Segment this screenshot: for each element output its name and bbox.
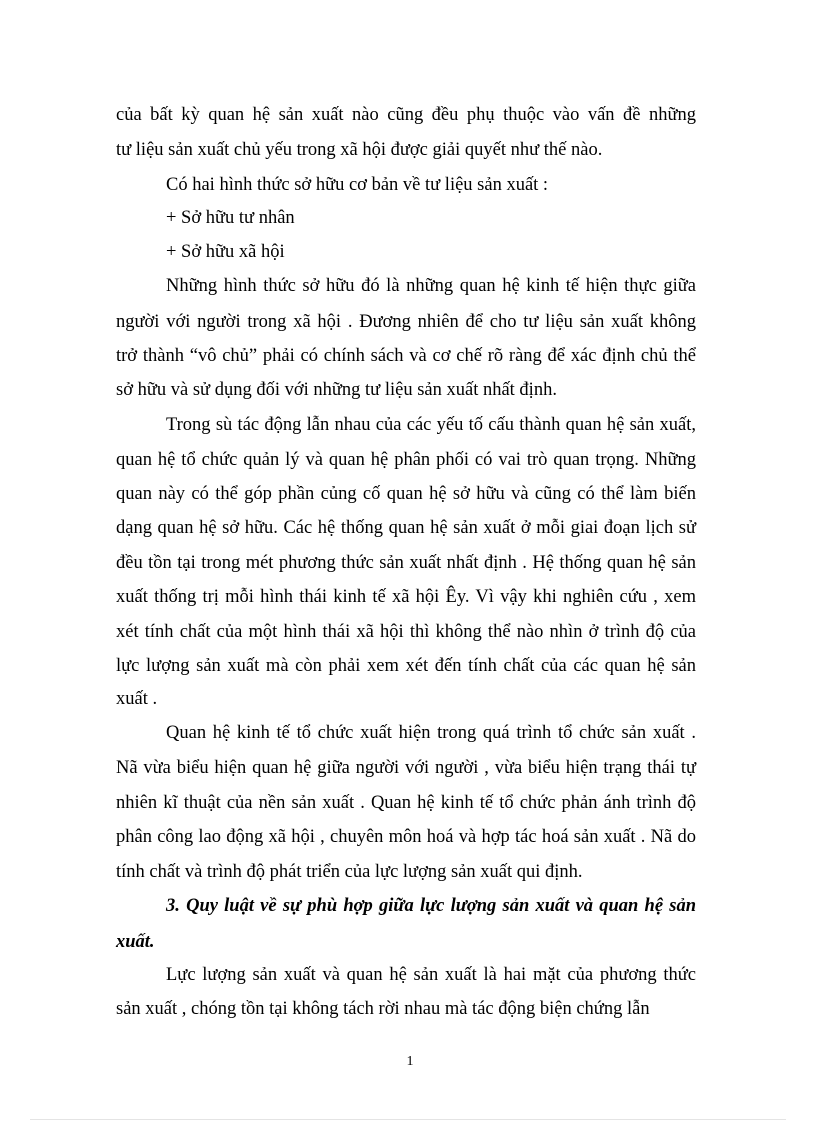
text-line: Quan hệ kinh tế tổ chức xuất hiện trong quá trình tổ chức sản xuất . [166,723,696,743]
text-line: lực lượng sản xuất mà còn phải xem xét đến tính chất của các quan hệ sản [116,656,696,676]
text-line: trở thành “vô chủ” phải có chính sách và cơ chế rõ ràng để xác định chủ thể [116,346,696,366]
section-heading-continuation: xuất. [116,932,155,952]
text-line: phân công lao động xã hội , chuyên môn hoá và hợp tác hoá sản xuất . Nã do [116,827,696,847]
text-line: Những hình thức sở hữu đó là những quan hệ kinh tế hiện thực giữa [166,276,696,296]
text-line: quan hệ tổ chức quản lý và quan hệ phân phối có vai trò quan trọng. Những [116,450,696,470]
text-line: sở hữu và sử dụng đối với những tư liệu sản xuất nhất định. [116,380,557,400]
text-line: sản xuất , chóng tồn tại không tách rời nhau mà tác động biện chứng lẫn [116,999,650,1019]
text-line: người với người trong xã hội . Đương nhiên để cho tư liệu sản xuất không [116,312,696,332]
text-line: Có hai hình thức sở hữu cơ bản về tư liệu sản xuất : [166,175,549,195]
list-item-private-ownership: + Sở hữu tư nhân [166,208,295,228]
list-item-social-ownership: + Sở hữu xã hội [166,242,285,262]
page-number: 1 [406,1054,414,1069]
text-line: xét tính chất của một hình thái xã hội thì không thể nào nhìn ở trình độ của [116,622,696,642]
text-line: Nã vừa biểu hiện quan hệ giữa người với người , vừa biểu hiện trạng thái tự [116,758,696,778]
text-line: đều tồn tại trong mét phương thức sản xuất nhất định . Hệ thống quan hệ sản [116,553,696,573]
section-heading: 3. Quy luật về sự phù hợp giữa lực lượng sản xuất và quan hệ sản [166,896,696,916]
text-line: xuất thống trị mỗi hình thái kinh tế xã hội Êy. Vì vậy khi nghiên cứu , xem [116,587,696,607]
text-line: xuất . [116,689,158,709]
text-line: tư liệu sản xuất chủ yếu trong xã hội được giải quyết như thế nào. [116,140,603,160]
page-bottom-divider [30,1119,786,1120]
text-line: Trong sù tác động lẫn nhau của các yếu tố cấu thành quan hệ sản xuất, [166,415,696,435]
text-line: quan này có thể góp phần củng cố quan hệ sở hữu và cũng có thể làm biến [116,484,696,504]
text-line: tính chất và trình độ phát triển của lực lượng sản xuất qui định. [116,862,583,882]
text-line: Lực lượng sản xuất và quan hệ sản xuất là hai mặt của phương thức [166,965,696,985]
text-line: dạng quan hệ sở hữu. Các hệ thống quan hệ sản xuất ở mỗi giai đoạn lịch sử [116,518,696,538]
text-line: của bất kỳ quan hệ sản xuất nào cũng đều phụ thuộc vào vấn đề những [116,105,696,125]
text-line: nhiên kĩ thuật của nền sản xuất . Quan hệ kinh tế tổ chức phản ánh trình độ [116,793,696,813]
